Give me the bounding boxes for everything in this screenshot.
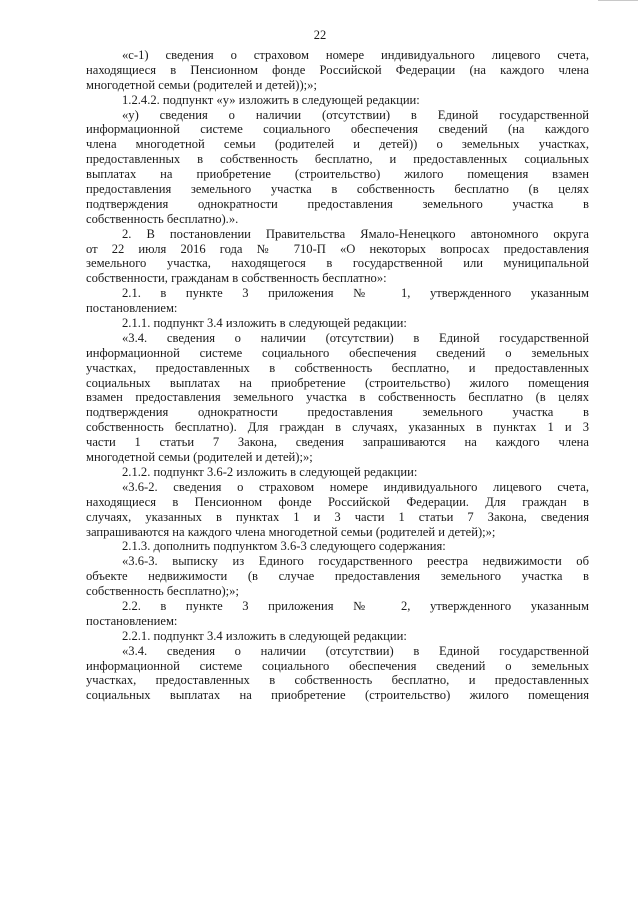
text-line: 1.2.4.2. подпункт «у» изложить в следующей редакции: [122, 92, 420, 107]
text-line: собственность бесплатно). Для граждан в случаях, указанных в пунктах 1 и 3 [86, 420, 589, 435]
text-line: «с-1) сведения о страховом номере индивидуального лицевого счета, [122, 48, 589, 62]
text-line: социальных выплатах на приобретение (строительство) жилого помещения [86, 688, 589, 703]
text-line: 2.1. в пункте 3 приложения № 1, утвержденного указанным [122, 286, 589, 301]
text-line: 2.2. в пункте 3 приложения № 2, утвержденного указанным [122, 598, 589, 613]
text-line: случаях, указанных в пунктах 1 и 3 части 1 статьи 7 Закона, сведения [86, 509, 589, 524]
text-line: 2.1.2. подпункт 3.6-2 изложить в следующей редакции: [122, 464, 418, 479]
text-line: «3.6-2. сведения о страховом номере индивидуального лицевого счета, [122, 479, 589, 494]
text-line: подтверждения однократности предоставления земельного участка в [86, 405, 589, 420]
text-line: многодетной семьи (родителей и детей));»; [86, 77, 317, 92]
text-line: собственности, гражданам в собственность бесплатно»: [86, 271, 387, 286]
text-line: части 1 статьи 7 Закона, сведения запрашиваются на каждого члена [86, 435, 589, 450]
text-line: информационной системе социального обеспечения сведений о земельных [86, 658, 589, 673]
text-line: подтверждения однократности предоставления земельного участка в [86, 196, 589, 211]
text-line: собственность бесплатно).». [86, 211, 239, 226]
text-line: «3.4. сведения о наличии (отсутствии) в Единой государственной [122, 643, 589, 658]
text-line: 2.2.1. подпункт 3.4 изложить в следующей редакции: [122, 628, 407, 643]
text-line: от 22 июля 2016 года № 710-П «О некоторых вопросах предоставления [86, 241, 589, 256]
text-line: социальных выплатах на приобретение (строительство) жилого помещения [86, 375, 589, 390]
text-line: предоставленных в собственность бесплатно, и предоставленных социальных [86, 152, 589, 167]
text-line: находящиеся в Пенсионном фонде Российской Федерации. Для граждан в [86, 494, 589, 509]
text-line: информационной системе социального обеспечения сведений о земельных [86, 345, 589, 360]
text-line: собственность бесплатно);»; [86, 584, 239, 599]
text-line: «3.6-3. выписку из Единого государственного реестра недвижимости об [122, 554, 589, 569]
document-body [86, 48, 589, 703]
text-line: предоставления земельного участка в собственность бесплатно (в целях [86, 182, 589, 197]
text-line: находящиеся в Пенсионном фонде Российской Федерации (на каждого члена [86, 62, 589, 77]
text-line: взамен предоставления земельного участка в собственность бесплатно (в целях [86, 390, 589, 405]
text-line: члена многодетной семьи (родителей и детей)) о земельных участках, [86, 137, 589, 152]
text-line: 2.1.3. дополнить подпунктом 3.6-3 следующего содержания: [122, 539, 446, 554]
page-number: 22 [313, 28, 327, 42]
text-line: участках, предоставленных в собственность бесплатно, и предоставленных [86, 673, 589, 688]
text-line: «3.4. сведения о наличии (отсутствии) в Единой государственной [122, 330, 589, 345]
text-line: объекте недвижимости (в случае предоставления земельного участка в [86, 569, 589, 584]
text-line: запрашиваются на каждого члена многодетной семьи (родителей и детей);»; [86, 524, 496, 539]
text-line: участках, предоставленных в собственность бесплатно, и предоставленных [86, 360, 589, 375]
text-line: «у) сведения о наличии (отсутствии) в Единой государственной [122, 107, 589, 122]
text-line: постановлением: [86, 301, 178, 316]
text-line: 2. В постановлении Правительства Ямало-Ненецкого автономного округа [122, 226, 589, 241]
text-line: 2.1.1. подпункт 3.4 изложить в следующей редакции: [122, 316, 407, 331]
text-line: выплатах на приобретение (строительство) жилого помещения взамен [86, 167, 589, 182]
scan-edge-mark [598, 0, 638, 1]
text-line: многодетной семьи (родителей и детей);»; [86, 450, 313, 465]
text-line: информационной системе социального обеспечения сведений (на каждого [86, 122, 589, 137]
text-line: постановлением: [86, 613, 178, 628]
text-line: земельного участка, находящегося в государственной или муниципальной [86, 256, 589, 271]
